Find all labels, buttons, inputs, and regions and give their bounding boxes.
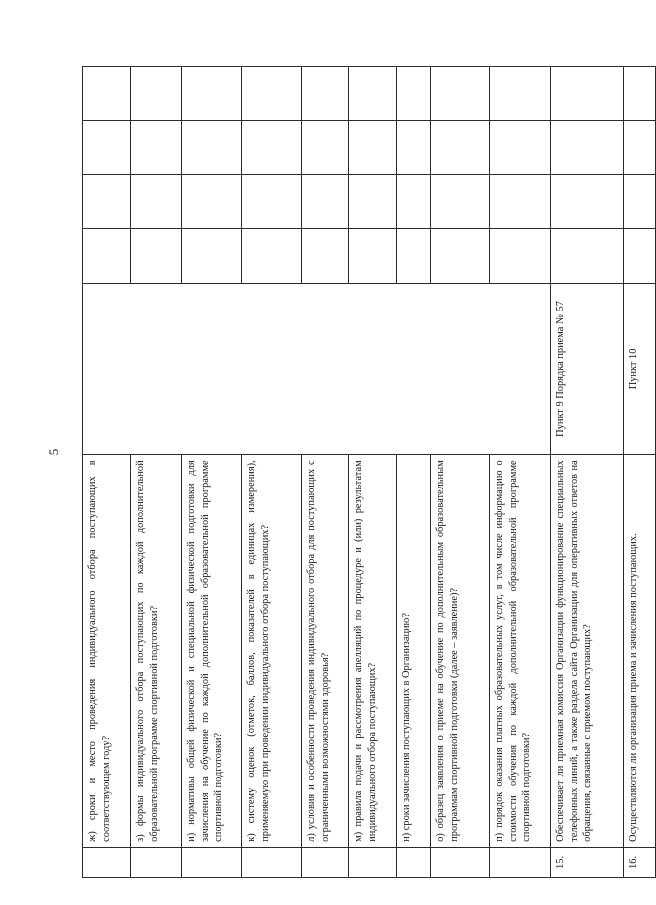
row-number	[397, 847, 431, 877]
table-row	[131, 67, 182, 878]
legal-reference: Пункт 10	[624, 283, 656, 455]
row-number	[431, 847, 490, 877]
answer-yes-cell[interactable]	[242, 229, 302, 283]
answer-na-cell[interactable]	[302, 121, 349, 175]
answer-na-cell[interactable]	[431, 121, 490, 175]
question-text: Обеспечивает ли приемная комиссия Организации функционирование специальных телефонных линий, а также раздела сайта Организации для оперативных ответов на обращения, связанные с приемом поступающих?	[551, 455, 624, 847]
question-text: л) условия и особенности проведения индивидуального отбора для поступающих с ограниченными возможностями здоровья?	[302, 455, 349, 847]
answer-no-cell[interactable]	[182, 175, 242, 229]
answer-na-cell[interactable]	[551, 121, 624, 175]
answer-no-cell[interactable]	[83, 175, 131, 229]
comment-cell[interactable]	[397, 67, 431, 121]
row-number	[302, 847, 349, 877]
answer-no-cell[interactable]	[397, 175, 431, 229]
question-text: ж) сроки и место проведения индивидуального отбора поступающих в соответствующем году?	[83, 455, 131, 847]
answer-na-cell[interactable]	[242, 121, 302, 175]
row-number: 16.	[624, 847, 656, 877]
page-number: 5	[46, 448, 61, 456]
comment-cell[interactable]	[551, 67, 624, 121]
row-number: 15.	[551, 847, 624, 877]
answer-no-cell[interactable]	[242, 175, 302, 229]
row-number	[242, 847, 302, 877]
question-text: з) формы индивидуального отбора поступающих по каждой дополнительной образовательной программе спортивной подготовки?	[131, 455, 182, 847]
answer-yes-cell[interactable]	[182, 229, 242, 283]
answer-yes-cell[interactable]	[431, 229, 490, 283]
answer-na-cell[interactable]	[490, 121, 551, 175]
question-text: п) порядок оказания платных образовательных услуг, в том числе информацию о стоимости обучения по каждой дополнительной образовательной программе спортивной подготовки?	[490, 455, 551, 847]
question-text: н) сроки зачисления поступающих в Организацию?	[397, 455, 431, 847]
table-row	[302, 67, 349, 878]
comment-cell[interactable]	[302, 67, 349, 121]
answer-no-cell[interactable]	[349, 175, 397, 229]
answer-na-cell[interactable]	[83, 121, 131, 175]
answer-yes-cell[interactable]	[83, 229, 131, 283]
answer-yes-cell[interactable]	[131, 229, 182, 283]
answer-na-cell[interactable]	[131, 121, 182, 175]
legal-reference	[83, 283, 551, 455]
row-number	[83, 847, 131, 877]
comment-cell[interactable]	[349, 67, 397, 121]
answer-yes-cell[interactable]	[349, 229, 397, 283]
comment-cell[interactable]	[131, 67, 182, 121]
answer-yes-cell[interactable]	[624, 229, 656, 283]
comment-cell[interactable]	[182, 67, 242, 121]
answer-na-cell[interactable]	[397, 121, 431, 175]
question-text: к) систему оценок (отметок, баллов, показателей в единицах измерения), применяемую при проведении индивидуального отбора поступающих?	[242, 455, 302, 847]
table-frame	[82, 66, 639, 878]
question-text: и) нормативы общей физической и специальной физической подготовки для зачисления на обучение по каждой дополнительной образовательной программе спортивной подготовки?	[182, 455, 242, 847]
comment-cell[interactable]	[431, 67, 490, 121]
row-number	[349, 847, 397, 877]
table-row	[431, 67, 490, 878]
checklist-table	[82, 66, 656, 878]
answer-no-cell[interactable]	[551, 175, 624, 229]
row-number	[182, 847, 242, 877]
table-row	[490, 67, 551, 878]
row-number	[131, 847, 182, 877]
answer-yes-cell[interactable]	[490, 229, 551, 283]
question-text: Осуществляются ли организация приема и зачисления поступающих.	[624, 455, 656, 847]
table-row	[242, 67, 302, 878]
question-text: м) правила подачи и рассмотрения апелляций по процедуре и (или) результатам индивидуального отбора поступающих?	[349, 455, 397, 847]
comment-cell[interactable]	[83, 67, 131, 121]
answer-no-cell[interactable]	[302, 175, 349, 229]
table-row	[349, 67, 397, 878]
answer-no-cell[interactable]	[490, 175, 551, 229]
answer-na-cell[interactable]	[624, 121, 656, 175]
table-row	[397, 67, 431, 878]
legal-reference: Пункт 9 Порядка приема № 57	[551, 283, 624, 455]
answer-yes-cell[interactable]	[302, 229, 349, 283]
answer-no-cell[interactable]	[431, 175, 490, 229]
comment-cell[interactable]	[242, 67, 302, 121]
table-row	[551, 67, 624, 878]
row-number	[490, 847, 551, 877]
answer-na-cell[interactable]	[349, 121, 397, 175]
question-text: о) образец заявления о приеме на обучение по дополнительным образовательным программам спортивной подготовки (далее – заявление)?	[431, 455, 490, 847]
answer-yes-cell[interactable]	[397, 229, 431, 283]
comment-cell[interactable]	[490, 67, 551, 121]
rotated-table-container	[82, 66, 639, 878]
comment-cell[interactable]	[624, 67, 656, 121]
answer-no-cell[interactable]	[131, 175, 182, 229]
answer-yes-cell[interactable]	[551, 229, 624, 283]
table-row	[83, 67, 131, 878]
table-row	[624, 67, 656, 878]
answer-na-cell[interactable]	[182, 121, 242, 175]
answer-no-cell[interactable]	[624, 175, 656, 229]
table-row	[182, 67, 242, 878]
